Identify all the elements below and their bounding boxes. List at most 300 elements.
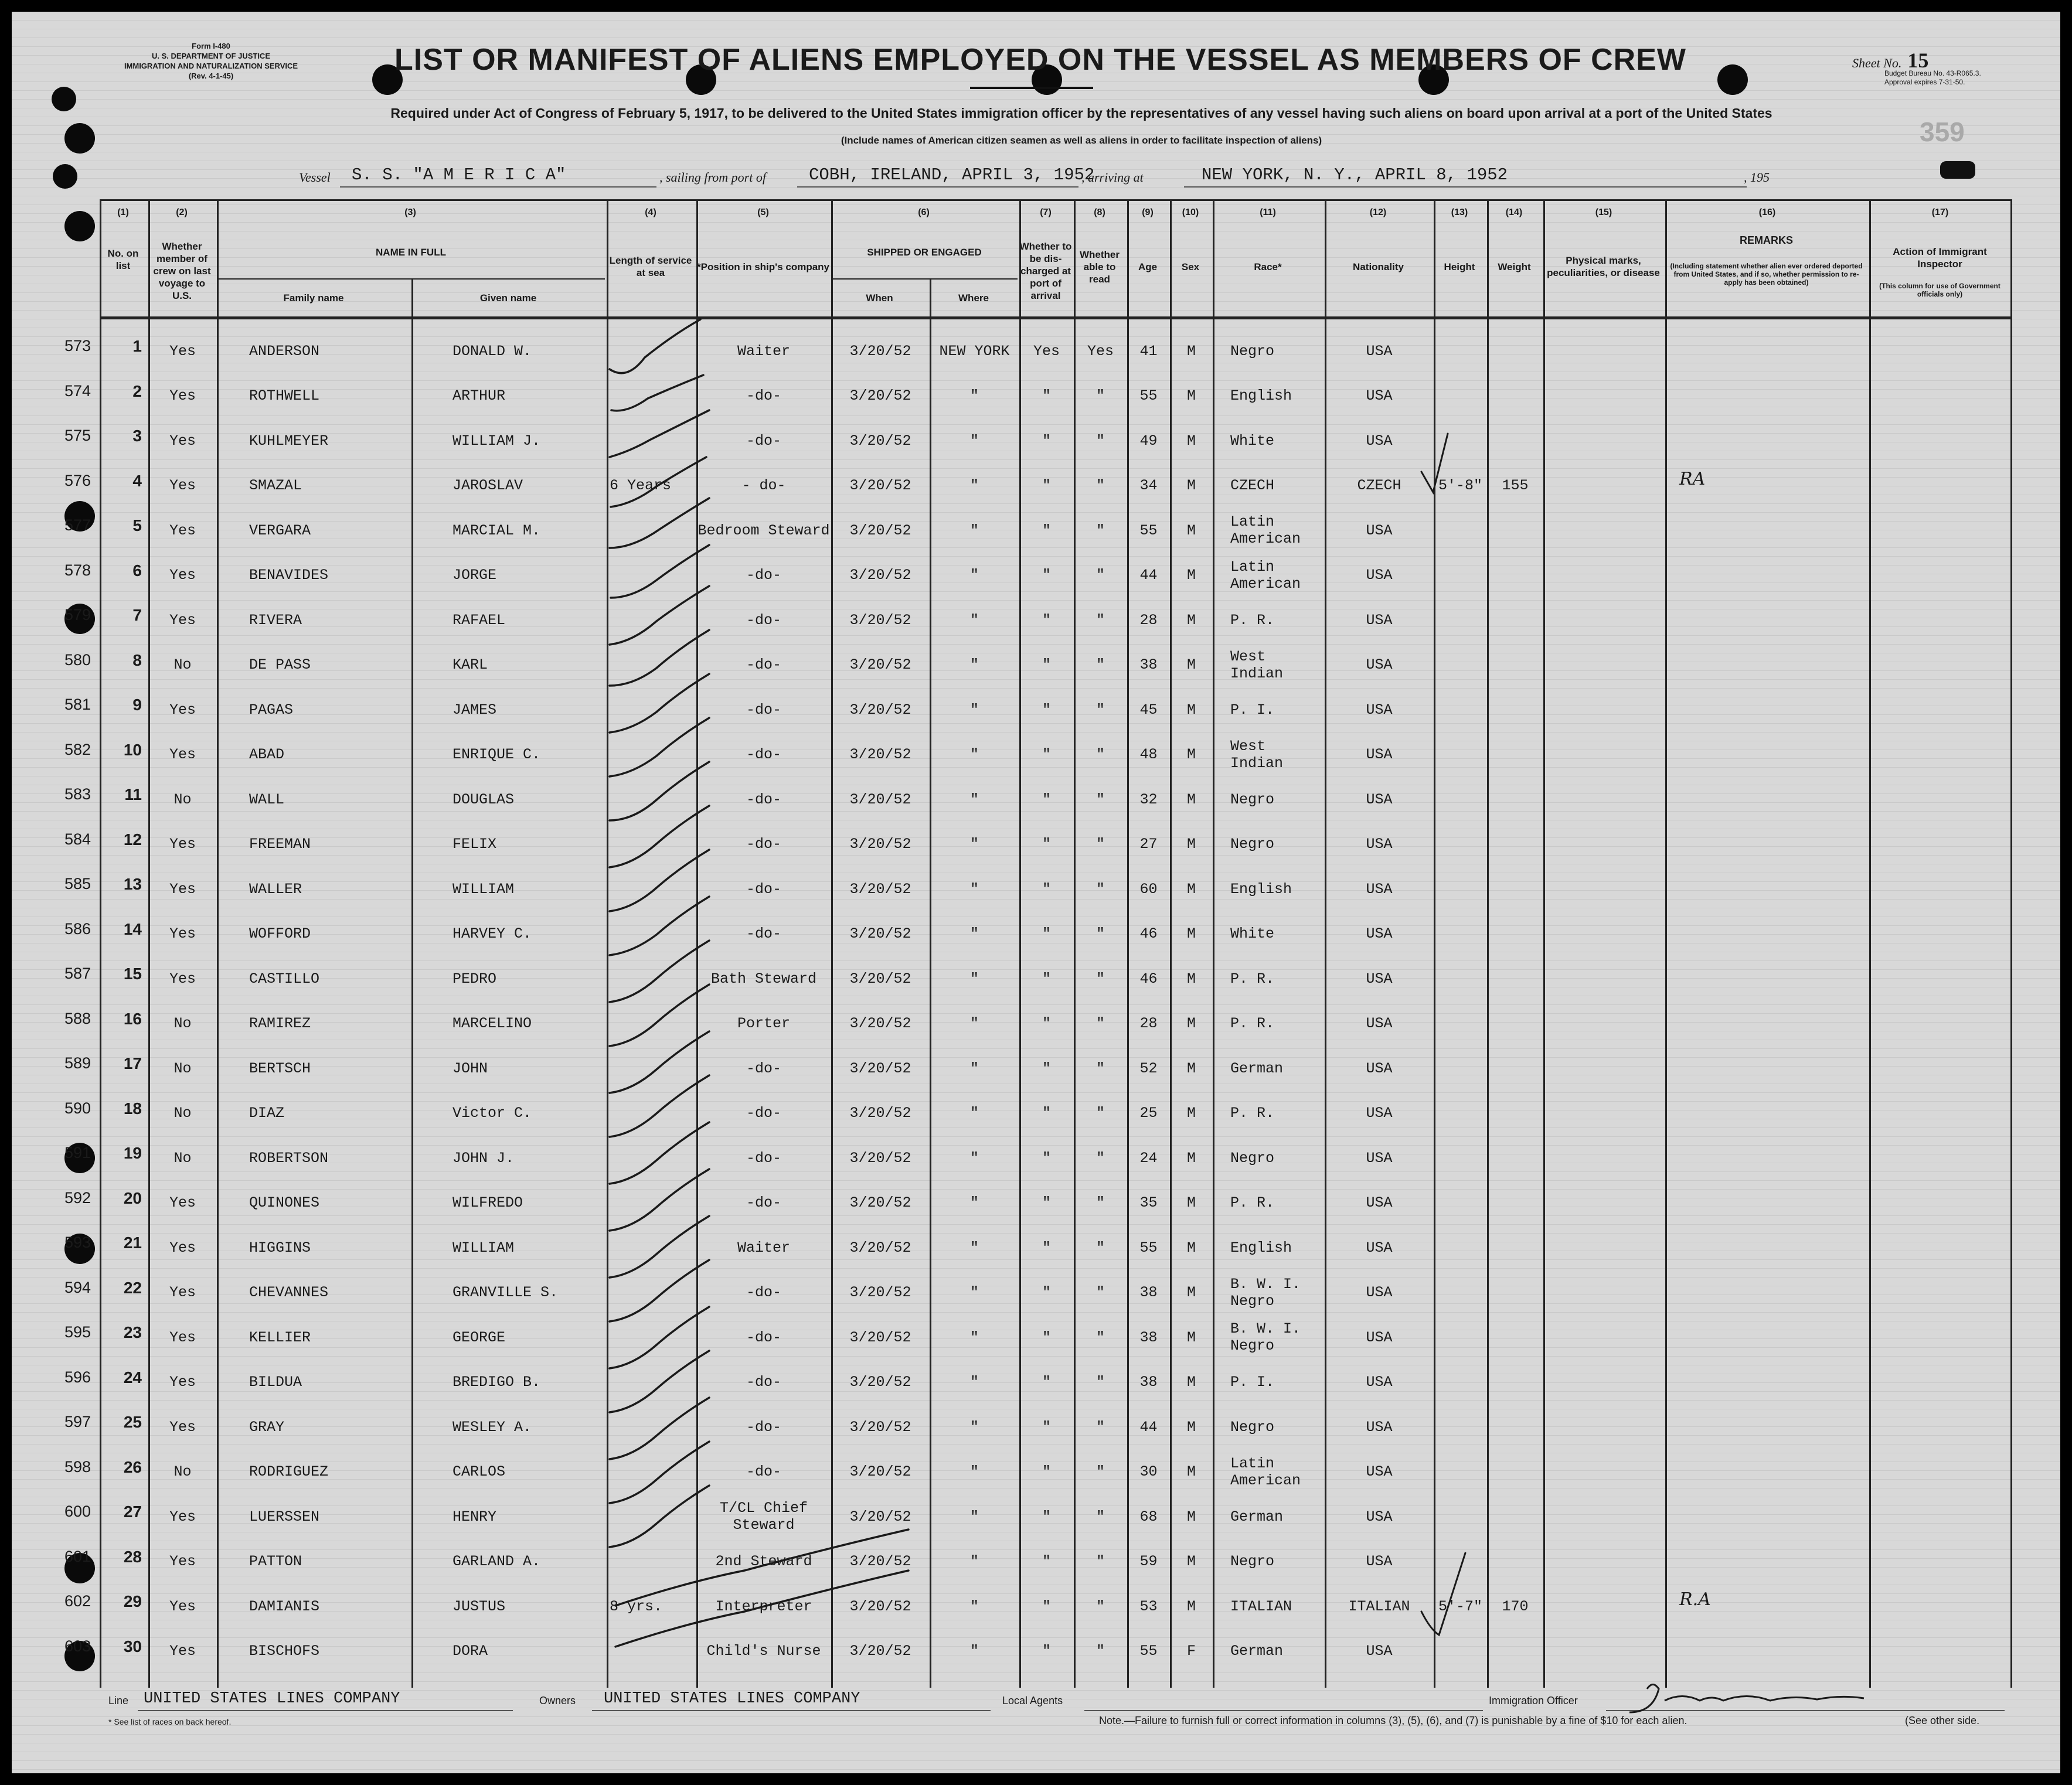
nationality: USA [1366, 1149, 1393, 1167]
column-number: (2) [176, 207, 188, 217]
discharged: " [1042, 432, 1051, 449]
sequence-number: 594 [64, 1278, 91, 1296]
column-number: (16) [1758, 207, 1776, 217]
nationality: USA [1366, 1508, 1393, 1525]
shipped-where: " [969, 1418, 979, 1436]
given-name: JOHN J. [452, 1149, 515, 1167]
race: CZECH [1230, 477, 1275, 494]
age: 49 [1139, 432, 1158, 449]
title-rule [970, 87, 1093, 89]
position: -do- [746, 1105, 781, 1122]
given-name: GRANVILLE S. [452, 1284, 559, 1301]
discharged: " [1042, 1463, 1051, 1480]
length-of-service [610, 689, 695, 730]
row-number: 5 [132, 516, 142, 534]
crew-member-cell: Yes [169, 1194, 196, 1211]
header-whether-member: Whether member of crew on last voyage to U.S. [153, 241, 211, 301]
nationality: USA [1366, 1015, 1393, 1032]
line-label: Line [108, 1695, 129, 1706]
position: -do- [746, 925, 781, 942]
crew-member-cell: Yes [169, 1553, 196, 1570]
nationality: USA [1366, 656, 1393, 673]
weight [1487, 420, 1543, 461]
discharged: " [1042, 1508, 1051, 1525]
crew-member-cell: Yes [169, 701, 196, 718]
crew-member-cell: Yes [169, 925, 196, 942]
position: -do- [746, 791, 781, 808]
header-position: *Position in ship's company [696, 261, 830, 272]
given-name: HENRY [452, 1508, 497, 1525]
shipped-where: NEW YORK [939, 342, 1010, 360]
shipped-where: " [969, 1508, 979, 1525]
shipped-where: " [969, 656, 979, 673]
footer [12, 1689, 2060, 1736]
height [1434, 868, 1487, 909]
sex: M [1186, 970, 1196, 987]
arriving-label: , arriving at [1081, 170, 1144, 185]
shipped-when: 3/20/52 [849, 567, 911, 584]
column-rule [2010, 199, 2012, 1688]
shipped-where: " [969, 1328, 979, 1346]
race: German [1230, 1508, 1284, 1525]
height [1434, 824, 1487, 865]
shipped-where: " [969, 1553, 979, 1570]
race: Latin American [1230, 558, 1301, 592]
crew-member-cell: No [173, 1060, 192, 1077]
voyage-line [12, 165, 2060, 189]
shipped-where: " [969, 791, 979, 808]
nationality: USA [1366, 701, 1393, 718]
nationality: USA [1366, 746, 1393, 763]
given-name: RAFAEL [452, 611, 506, 629]
height [1434, 1541, 1487, 1582]
family-name: KUHLMEYER [249, 432, 329, 449]
given-name: FELIX [452, 836, 497, 853]
column-number: (1) [117, 207, 129, 217]
weight [1487, 1093, 1543, 1134]
nationality: USA [1366, 791, 1393, 808]
able-to-read: " [1095, 746, 1105, 763]
header-able-to-read: Whether able to read [1080, 248, 1120, 285]
height: 5'-8" [1438, 477, 1482, 494]
sex: M [1186, 1553, 1196, 1570]
able-to-read: " [1095, 1060, 1105, 1077]
length-of-service [610, 555, 695, 596]
age: 41 [1139, 342, 1158, 360]
able-to-read: " [1095, 611, 1105, 629]
length-of-service: 6 Years [610, 477, 672, 494]
column-number: (7) [1040, 207, 1052, 217]
able-to-read: " [1095, 1105, 1105, 1122]
height [1434, 1227, 1487, 1268]
header-nationality: Nationality [1353, 261, 1404, 272]
sex: M [1186, 746, 1196, 763]
race: Negro [1230, 1553, 1275, 1570]
sex: M [1186, 701, 1196, 718]
discharged: " [1042, 1194, 1051, 1211]
able-to-read: " [1095, 1239, 1105, 1256]
shipped-when: 3/20/52 [849, 1418, 911, 1436]
column-number: (17) [1931, 207, 1949, 217]
column-number: (9) [1142, 207, 1154, 217]
height [1434, 1317, 1487, 1358]
height [1434, 1362, 1487, 1403]
sequence-number: 584 [64, 830, 91, 848]
row-number: 29 [123, 1592, 142, 1610]
sequence-number: 592 [64, 1188, 91, 1207]
position: Porter [737, 1015, 790, 1032]
family-name: BISCHOFS [249, 1643, 320, 1660]
sex: M [1186, 567, 1196, 584]
sequence-number: 590 [64, 1099, 91, 1117]
sequence-number: 589 [64, 1054, 91, 1072]
sex: M [1186, 342, 1196, 360]
position: -do- [746, 1328, 781, 1346]
position: -do- [746, 387, 781, 404]
position: -do- [746, 836, 781, 853]
position: -do- [746, 1418, 781, 1436]
nationality: USA [1366, 836, 1393, 853]
length-of-service [610, 1631, 695, 1672]
given-name: GARLAND A. [452, 1553, 541, 1570]
weight [1487, 1452, 1543, 1493]
discharged: " [1042, 1597, 1051, 1615]
sex: M [1186, 1374, 1196, 1391]
sequence-number: 591 [64, 1144, 91, 1161]
crew-member-cell: Yes [169, 1328, 196, 1346]
position: -do- [746, 432, 781, 449]
shipped-when: 3/20/52 [849, 880, 911, 898]
weight [1487, 1227, 1543, 1268]
discharged: " [1042, 880, 1051, 898]
length-of-service [610, 734, 695, 775]
shipped-when: 3/20/52 [849, 791, 911, 808]
row-number: 23 [123, 1323, 142, 1341]
shipped-where: " [969, 701, 979, 718]
weight [1487, 331, 1543, 372]
header-age: Age [1138, 261, 1158, 272]
given-name: MARCELINO [452, 1015, 532, 1032]
discharged: " [1042, 836, 1051, 853]
sequence-number: 587 [64, 965, 91, 982]
row-number: 22 [123, 1278, 142, 1297]
position: -do- [746, 1463, 781, 1480]
header-discharged: Whether to be dis- charged at port of arrival [1019, 241, 1072, 301]
weight [1487, 1048, 1543, 1089]
sex: M [1186, 1105, 1196, 1122]
age: 35 [1139, 1194, 1158, 1211]
discharged: " [1042, 791, 1051, 808]
column-number: (3) [404, 207, 416, 217]
age: 59 [1139, 1553, 1158, 1570]
shipped-where: " [969, 522, 979, 539]
header-height: Height [1444, 261, 1475, 272]
height: 5'-7" [1438, 1597, 1482, 1615]
column-number: (8) [1094, 207, 1105, 217]
given-name: ARTHUR [452, 387, 506, 404]
age: 60 [1139, 880, 1158, 898]
able-to-read: " [1095, 836, 1105, 853]
length-of-service [610, 824, 695, 865]
weight: 170 [1502, 1597, 1529, 1615]
length-of-service [610, 1048, 695, 1089]
sequence-number: 580 [64, 650, 91, 669]
vessel-label: Vessel [299, 170, 331, 185]
service: IMMIGRATION AND NATURALIZATION SERVICE [124, 62, 298, 70]
header-sex: Sex [1181, 261, 1200, 272]
race: P. R. [1230, 970, 1275, 987]
discharged: " [1042, 746, 1051, 763]
length-of-service [610, 420, 695, 461]
sequence-number: 602 [64, 1592, 91, 1610]
page-stamp: 359 [1920, 117, 1965, 147]
position: -do- [746, 656, 781, 673]
sex: M [1186, 1060, 1196, 1077]
row-number: 3 [132, 427, 142, 445]
row-number: 17 [123, 1054, 142, 1072]
position: 2nd Steward [715, 1553, 812, 1570]
race: English [1230, 1239, 1292, 1256]
header-weight: Weight [1498, 261, 1531, 272]
form-identification [100, 41, 322, 81]
discharged: " [1042, 1060, 1051, 1077]
race: P. I. [1230, 1374, 1275, 1391]
sequence-number: 576 [64, 471, 91, 489]
nationality: USA [1366, 1239, 1393, 1256]
given-name: WILLIAM [452, 1239, 515, 1256]
crew-member-cell: Yes [169, 611, 196, 629]
column-number: (11) [1260, 207, 1276, 217]
age: 28 [1139, 611, 1158, 629]
sex: M [1186, 836, 1196, 853]
age: 44 [1139, 1418, 1158, 1436]
weight [1487, 868, 1543, 909]
given-name: Victor C. [452, 1105, 532, 1122]
weight [1487, 599, 1543, 641]
able-to-read: " [1095, 477, 1105, 494]
budget-bureau: Budget Bureau No. 43-R065.3. [1884, 69, 1981, 77]
rule [797, 186, 1078, 188]
height [1434, 689, 1487, 730]
see-other-side: (See other side. [1905, 1715, 1980, 1726]
nationality: USA [1366, 567, 1393, 584]
row-number: 27 [123, 1503, 142, 1521]
nationality: USA [1366, 1105, 1393, 1122]
length-of-service [610, 1183, 695, 1224]
family-name: WALLER [249, 880, 302, 898]
family-name: BERTSCH [249, 1060, 311, 1077]
column-number: (5) [757, 207, 769, 217]
age: 55 [1139, 1643, 1158, 1660]
race: Negro [1230, 342, 1275, 360]
table-rule [100, 199, 2010, 201]
header-no-on-list: No. on list [107, 247, 139, 271]
shipped-where: " [969, 387, 979, 404]
sex: M [1186, 1463, 1196, 1480]
able-to-read: Yes [1087, 342, 1114, 360]
height [1434, 1093, 1487, 1134]
nationality: ITALIAN [1348, 1597, 1410, 1615]
race: Negro [1230, 836, 1275, 853]
column-number: (4) [645, 207, 656, 217]
sex: M [1186, 1239, 1196, 1256]
row-number: 25 [123, 1413, 142, 1431]
shipped-when: 3/20/52 [849, 522, 911, 539]
shipped-when: 3/20/52 [849, 1553, 911, 1570]
sex: M [1186, 1194, 1196, 1211]
crew-member-cell: Yes [169, 432, 196, 449]
discharged: " [1042, 970, 1051, 987]
shipped-when: 3/20/52 [849, 1284, 911, 1301]
height [1434, 555, 1487, 596]
given-name: KARL [452, 656, 488, 673]
crew-member-cell: No [173, 1149, 192, 1167]
able-to-read: " [1095, 387, 1105, 404]
manifest-sheet [12, 12, 2060, 1773]
shipped-when: 3/20/52 [849, 1597, 911, 1615]
length-of-service [610, 914, 695, 955]
length-of-service [610, 1272, 695, 1313]
age: 68 [1139, 1508, 1158, 1525]
family-name: RODRIGUEZ [249, 1463, 329, 1480]
revision: (Rev. 4-1-45) [188, 71, 234, 80]
length-of-service [610, 779, 695, 820]
nationality: USA [1366, 880, 1393, 898]
race: Negro [1230, 1418, 1275, 1436]
given-name: JUSTUS [452, 1597, 506, 1615]
crew-table [64, 199, 2010, 1688]
family-name: GRAY [249, 1418, 285, 1436]
row-number: 19 [123, 1144, 142, 1162]
sequence-number: 577 [64, 516, 91, 534]
owners-label: Owners [539, 1695, 576, 1706]
nationality: USA [1366, 1418, 1393, 1436]
sequence-number: 593 [64, 1234, 91, 1251]
shipped-where: " [969, 1149, 979, 1167]
shipped-where: " [969, 925, 979, 942]
row-number: 8 [132, 650, 142, 669]
position: -do- [746, 701, 781, 718]
sex: M [1186, 791, 1196, 808]
sex: M [1186, 1597, 1196, 1615]
position: Waiter [737, 342, 790, 360]
column-number: (15) [1595, 207, 1612, 217]
discharged: " [1042, 925, 1051, 942]
discharged: " [1042, 1015, 1051, 1032]
sex: M [1186, 1149, 1196, 1167]
sequence-number: 596 [64, 1368, 91, 1386]
able-to-read: " [1095, 1284, 1105, 1301]
age: 44 [1139, 567, 1158, 584]
sex: M [1186, 880, 1196, 898]
discharged: " [1042, 611, 1051, 629]
row-number: 28 [123, 1547, 142, 1566]
given-name: HARVEY C. [452, 925, 532, 942]
family-name: WALL [249, 791, 285, 808]
header-remarks: REMARKS [1739, 234, 1793, 246]
given-name: GEORGE [452, 1328, 506, 1346]
shipped-when: 3/20/52 [849, 611, 911, 629]
shipped-when: 3/20/52 [849, 432, 911, 449]
weight [1487, 376, 1543, 417]
shipped-when: 3/20/52 [849, 1149, 911, 1167]
given-name: JORGE [452, 567, 497, 584]
race: P. R. [1230, 611, 1275, 629]
row-number: 1 [132, 337, 142, 355]
position: -do- [746, 1374, 781, 1391]
column-number: (10) [1182, 207, 1199, 217]
sheet-label: Sheet No. [1852, 56, 1902, 70]
race: B. W. I. Negro [1230, 1320, 1301, 1354]
length-of-service [610, 1227, 695, 1268]
given-name: JOHN [452, 1060, 488, 1077]
race: P. R. [1230, 1194, 1275, 1211]
shipped-when: 3/20/52 [849, 836, 911, 853]
nationality: USA [1366, 611, 1393, 629]
weight [1487, 1362, 1543, 1403]
position: -do- [746, 611, 781, 629]
height [1434, 779, 1487, 820]
given-name: DONALD W. [452, 342, 532, 360]
discharged: " [1042, 387, 1051, 404]
able-to-read: " [1095, 880, 1105, 898]
nationality: USA [1366, 1374, 1393, 1391]
shipped-when: 3/20/52 [849, 925, 911, 942]
length-of-service [610, 1093, 695, 1134]
sequence-number: 578 [64, 561, 91, 579]
able-to-read: " [1095, 1015, 1105, 1032]
header-remarks-note: (Including statement whether alien ever ordered deported from United States, and if so, whether permission to re-apply has been obtained) [1670, 262, 1863, 287]
nationality: USA [1366, 387, 1393, 404]
page-title: LIST OR MANIFEST OF ALIENS EMPLOYED ON THE VESSEL AS MEMBERS OF CREW [394, 43, 1686, 77]
crew-member-cell: Yes [169, 1239, 196, 1256]
height [1434, 914, 1487, 955]
crew-member-cell: Yes [169, 477, 196, 494]
sailing-from: COBH, IRELAND, APRIL 3, 1952 [809, 165, 1095, 185]
able-to-read: " [1095, 1463, 1105, 1480]
age: 28 [1139, 1015, 1158, 1032]
row-number: 24 [123, 1368, 142, 1387]
given-name: PEDRO [452, 970, 497, 987]
race: P. I. [1230, 701, 1275, 718]
sequence-number: 574 [64, 381, 91, 400]
discharged: " [1042, 1553, 1051, 1570]
shipped-where: " [969, 611, 979, 629]
nationality: USA [1366, 1553, 1393, 1570]
row-number: 10 [123, 740, 142, 759]
height [1434, 1048, 1487, 1089]
family-name: PAGAS [249, 701, 294, 718]
family-name: DAMIANIS [249, 1597, 320, 1615]
able-to-read: " [1095, 791, 1105, 808]
given-name: ENRIQUE C. [452, 746, 541, 763]
length-of-service [610, 1541, 695, 1582]
sex: M [1186, 1284, 1196, 1301]
position: -do- [746, 1284, 781, 1301]
height [1434, 1003, 1487, 1044]
age: 48 [1139, 746, 1158, 763]
family-name: SMAZAL [249, 477, 302, 494]
crew-member-cell: Yes [169, 880, 196, 898]
shipped-where: " [969, 1015, 979, 1032]
shipped-when: 3/20/52 [849, 387, 911, 404]
sequence-number: 579 [64, 606, 91, 624]
weight [1487, 689, 1543, 730]
shipped-when: 3/20/52 [849, 1374, 911, 1391]
row-number: 4 [132, 471, 142, 490]
row-number: 20 [123, 1188, 142, 1207]
age: 55 [1139, 1239, 1158, 1256]
